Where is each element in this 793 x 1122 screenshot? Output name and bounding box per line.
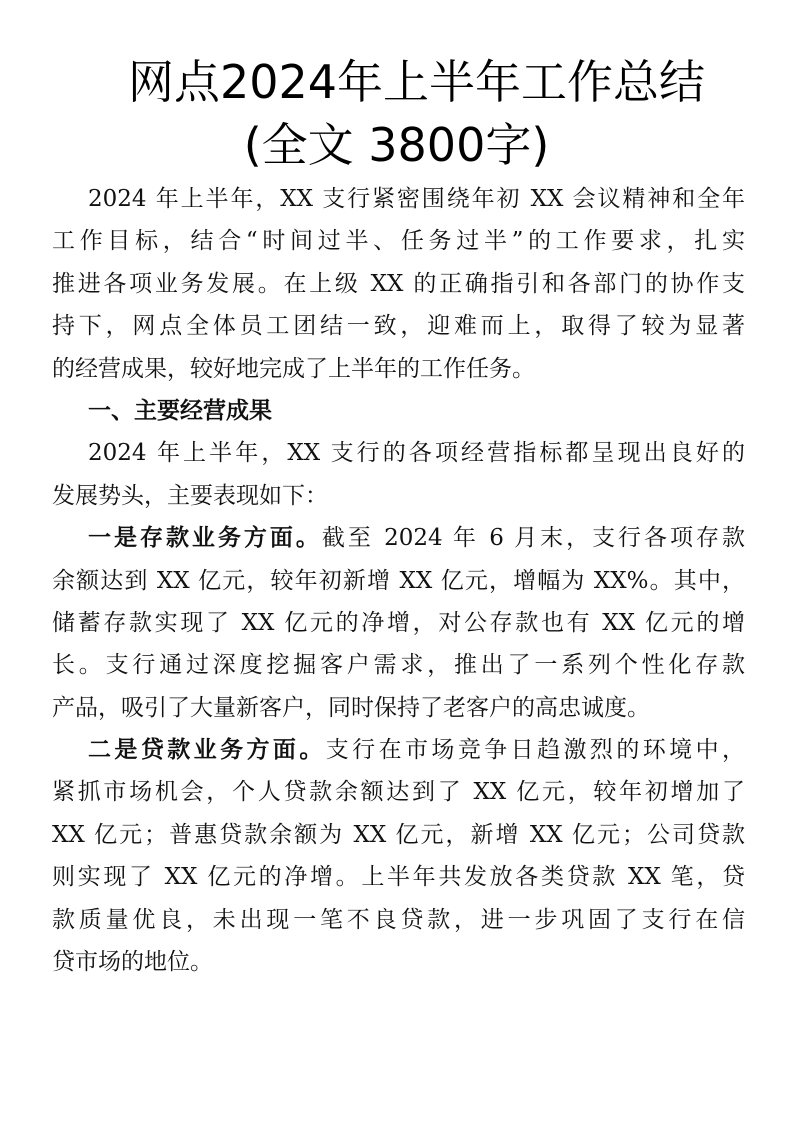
text-line: 长。支行通过深度挖掘客户需求，推出了一系列个性化存款 [52,652,745,679]
text-line: 2024 年上半年，XX 支行紧密围绕年初 XX 会议精神和全年 [88,186,745,212]
intro-paragraph [52,178,745,390]
document-title-line2: (全文 3800字) [243,118,550,172]
text-span: 截至 2024 年 6 月末，支行各项存款 [321,525,745,552]
paragraph-lead: 一是存款业务方面。 [88,525,322,552]
section-heading: 一、主要经营成果 [88,397,272,424]
text-span: 支行在市场竞争日趋激烈的环境中， [325,737,745,764]
text-line: 持下，网点全体员工团结一致，迎难而上，取得了较为显著 [52,313,745,340]
text-line: 的经营成果，较好地完成了上半年的工作任务。 [52,355,535,382]
text-line: 紧抓市场机会，个人贷款余额达到了 XX 亿元，较年初增加了 [52,779,745,806]
deposit-paragraph [52,517,745,729]
document-body [52,178,745,983]
text-line: XX 亿元；普惠贷款余额为 XX 亿元，新增 XX 亿元；公司贷款 [52,821,745,848]
text-line: 款质量优良，未出现一笔不良贷款，进一步巩固了支行在信 [52,906,745,933]
text-line: 贷市场的地位。 [52,949,213,976]
text-line: 产品，吸引了大量新客户，同时保持了老客户的高忠诚度。 [52,694,650,721]
paragraph-lead: 二是贷款业务方面。 [88,737,326,764]
text-line: 储蓄存款实现了 XX 亿元的净增，对公存款也有 XX 亿元的增 [52,609,745,636]
text-line [52,517,745,559]
section-intro-paragraph [52,432,745,517]
document-title-line1: 网点2024年上半年工作总结 [127,55,706,109]
text-line: 发展势头，主要表现如下： [52,482,328,509]
text-line: 工作目标，结合“时间过半、任务过半”的工作要求，扎实 [52,228,745,255]
text-line: 2024 年上半年，XX 支行的各项经营指标都呈现出良好的 [88,440,745,467]
text-line: 余额达到 XX 亿元，较年初新增 XX 亿元，增幅为 XX%。其中， [52,567,745,594]
text-line: 推进各项业务发展。在上级 XX 的正确指引和各部门的协作支 [52,270,745,297]
text-line [52,729,745,771]
text-line: 则实现了 XX 亿元的净增。上半年共发放各类贷款 XX 笔，贷 [52,864,745,891]
loan-paragraph [52,729,745,983]
